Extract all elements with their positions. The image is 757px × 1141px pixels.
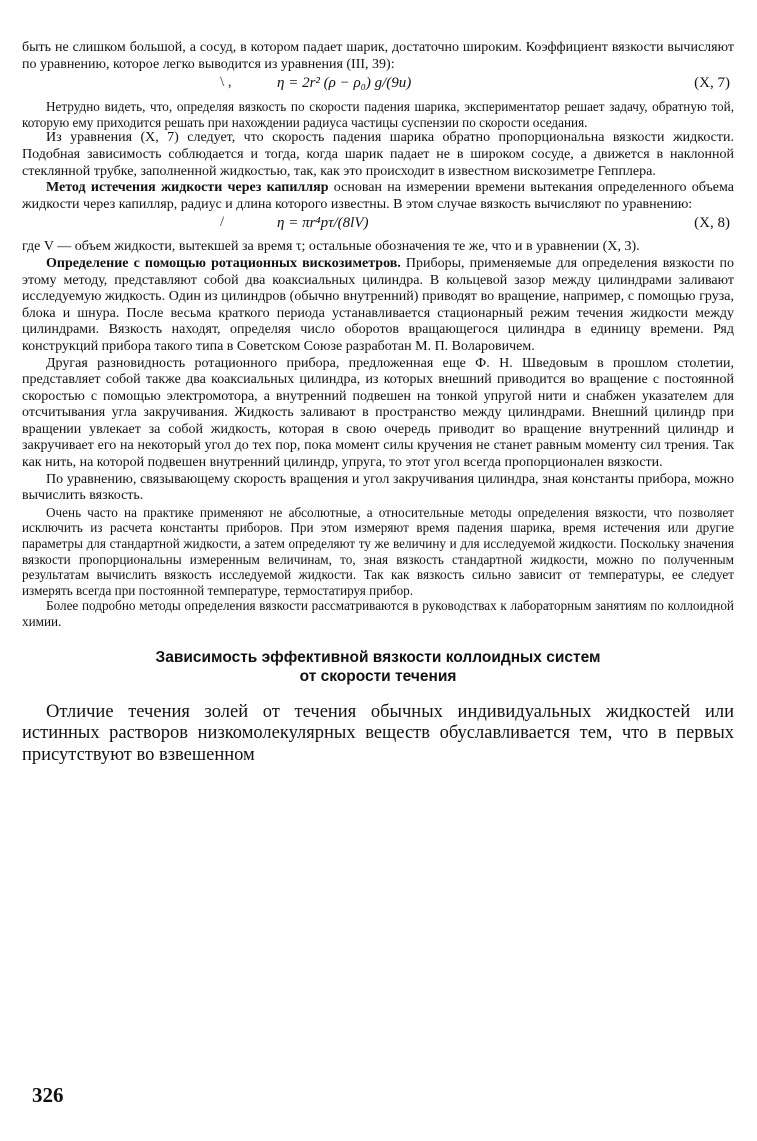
equation-formula: η = πr⁴pτ/(8lV) [277, 215, 369, 232]
paragraph-sols: Отличие течения золей от течения обычных индивидуальных жидкостей или истинных растворов низкомолекулярных веществ обуславливается тем, что в первых присутствуют во взвешенном [22, 701, 734, 765]
capillary-heading: Метод истечения жидкости через капилляр [46, 180, 329, 196]
stray-mark: / [220, 214, 225, 231]
equation-number: (X, 8) [694, 215, 730, 232]
capillary-text: основан на измерении времени вытекания определенного объема жидкости через капилляр, радиус и длина которого известны. В этом случае вязкость вычисляют по уравнению: [22, 180, 734, 212]
small-print-block [22, 99, 734, 130]
section-title-line: от скорости течения [299, 667, 457, 685]
rotational-heading: Определение с помощью ротационных вискозиметров. [46, 255, 401, 271]
equation-formula: η = 2r² (ρ − ρ₀) g/(9u) [277, 75, 412, 92]
equation-x7 [22, 73, 734, 99]
rotational-text: Приборы, применяемые для определения вязкости по этому методу, представляют собой два коаксиальных цилиндра. В кольцевой зазор между цилиндрами заливают исследуемую жидкость. Один из цилиндров (обычно внутренний) приводят во вращение, например, с помощью груза, блока и шнура. После весьма краткого периода устанавливается стационарный режим течения жидкости между цилиндрами. Вязкость находят, определяя число оборотов вращающегося цилиндра в единицу времени. Ряд конструкций прибора такого типа в Советском Союзе разработан М. П. Воларовичем. [22, 255, 734, 354]
stray-mark: \ , [220, 74, 232, 91]
paragraph-equation-relation: По уравнению, связывающему скорость вращения и угол закручивания цилиндра, зная константы прибора, можно вычислить вязкость. [22, 471, 734, 504]
paragraph-where: где V — объем жидкости, вытекшей за время τ; остальные обозначения те же, что и в уравнении (X, 3). [22, 239, 640, 255]
text-column [22, 40, 734, 766]
equation-number: (X, 7) [694, 75, 730, 92]
paragraph-relative-methods: Очень часто на практике применяют не абсолютные, а относительные методы определения вязкости, что позволяет исключить из расчета константы приборов. При этом измеряют время падения шарика, время истечения или другие параметры для стандартной жидкости, а затем определяют ту же величину и для исследуемой жидкости. Поскольку значения вязкости пропорциональны измеренным величинам, то, зная вязкость стандартной жидкости, можно по полученным результатам вычислить вязкость исследуемой жидкости. Так как вязкость сильно зависит от температуры, ее следует измерять всегда при постоянной температуре, термостатируя прибор. [22, 504, 734, 598]
section-title [22, 648, 734, 686]
paragraph-intro: быть не слишком большой, а сосуд, в котором падает шарик, достаточно широким. Коэффициент вязкости вычисляют по уравнению, которое легко выводится из уравнения (III, 39): [22, 40, 734, 72]
large-print-block [22, 702, 734, 767]
paragraph-capillary [22, 180, 734, 213]
paragraph-rotational [22, 256, 734, 356]
paragraph-inverse-problem: Нетрудно видеть, что, определяя вязкость по скорости падения шарика, экспериментатор решает задачу, обратную той, которую ему приходится решать при нахождении радиуса частицы суспензии по скорости оседания. [22, 99, 734, 130]
paragraph-from-equation: Из уравнения (X, 7) следует, что скорость падения шарика обратно пропорциональна вязкости жидкости. Подобная зависимость соблюдается и тогда, когда шарик падает не в широком сосуде, а движется в наклонной стеклянной трубке, заполненной жидкостью, так, как это происходит в известном вискозиметре Гепплера. [22, 130, 734, 179]
paragraph-shvedov: Другая разновидность ротационного прибора, предложенная еще Ф. Н. Шведовым в прошлом столетии, представляет собой также два коаксиальных цилиндра, из которых внешний приводится во вращение с постоянной скоростью с помощью электромотора, а внутренний подвешен на тонкой упругой нити и снабжен указателем для отсчитывания угла закручивания. Жидкость заливают в пространство между цилиндрами. Внешний цилиндр при вращении увлекает за собой жидкость, которая в свою очередь приводит во вращение внутренний цилиндр и закручивает его на некоторый угол до тех пор, пока момент силы кручения не станет равным моменту сил трения. Так как нить, на которой подвешен внутренний цилиндр, упруга, то этот угол всегда пропорционален вязкости. [22, 355, 734, 471]
section-title-line: Зависимость эффективной вязкости коллоидных систем [155, 648, 601, 666]
equation-x8 [22, 213, 734, 239]
paragraph-more-details: Более подробно методы определения вязкости рассматриваются в руководствах к лабораторным занятиям по коллоидной химии. [22, 598, 734, 629]
page-number: 326 [32, 1083, 64, 1107]
small-print-block [22, 505, 734, 630]
